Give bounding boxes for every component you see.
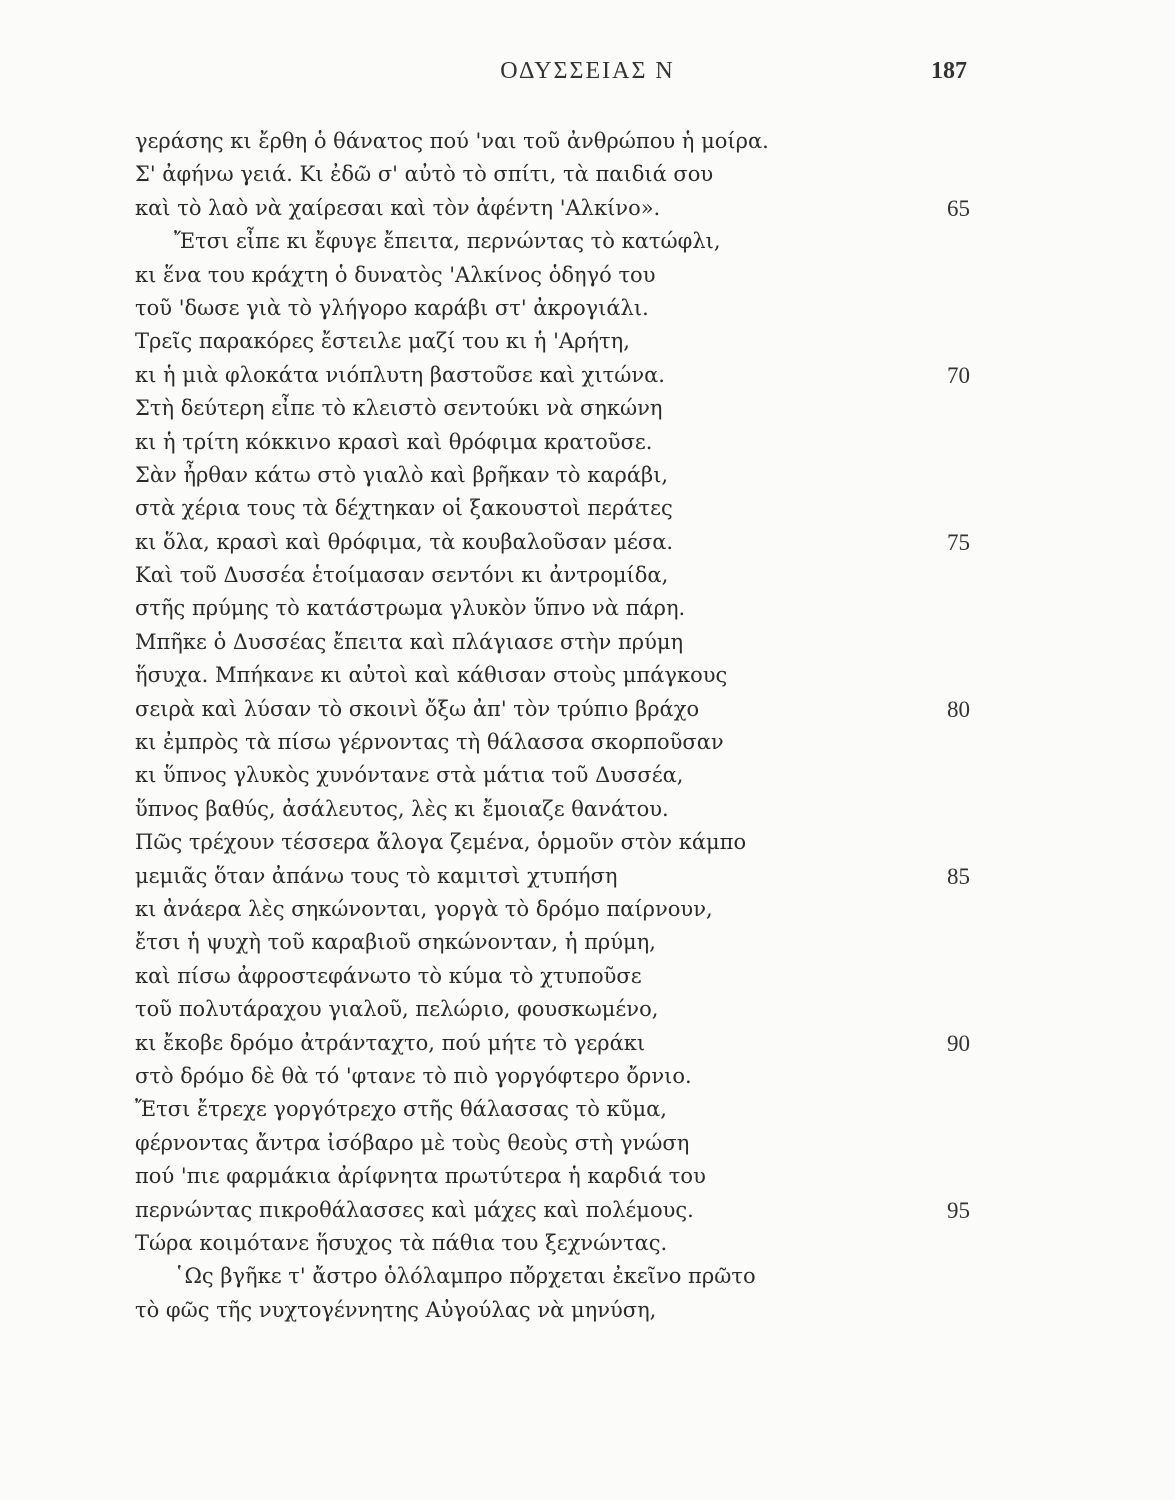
verse-line <box>0 426 1175 459</box>
verse-text: κι ἀνάερα λὲς σηκώνονται, γοργὰ τὸ δρόμο παίρνουν, <box>135 896 713 921</box>
verse-line <box>0 960 1175 993</box>
verse-line <box>0 192 1175 225</box>
page-number: 187 <box>931 58 967 84</box>
verse-line <box>0 259 1175 292</box>
verse-line <box>0 693 1175 726</box>
line-number: 95 <box>947 1197 970 1223</box>
verse-text: ἥσυχα. Μπήκανε κι αὐτοὶ καὶ κάθισαν στοὺς μπάγκους <box>135 663 728 688</box>
verse-line <box>0 759 1175 792</box>
verse-line <box>0 526 1175 559</box>
verse-text: τοῦ πολυτάραχου γιαλοῦ, πελώριο, φουσκωμένο, <box>135 997 659 1022</box>
verse-text: τὸ φῶς τῆς νυχτογέννητης Αὐγούλας νὰ μηνύση, <box>135 1297 657 1322</box>
verse-line <box>0 325 1175 358</box>
verse-text: Ἔτσι εἶπε κι ἔφυγε ἔπειτα, περνώντας τὸ κατώφλι, <box>174 229 721 254</box>
verse-text: κι ὅλα, κρασὶ καὶ θρόφιμα, τὰ κουβαλοῦσαν μέσα. <box>135 529 674 554</box>
verse-text: περνώντας πικροθάλασσες καὶ μάχες καὶ πολέμους. <box>135 1197 694 1222</box>
verse-line <box>0 392 1175 425</box>
verse-text: πού 'πιε φαρμάκια ἀρίφνητα πρωτύτερα ἡ καρδιά του <box>135 1164 706 1189</box>
line-number: 70 <box>947 362 970 388</box>
verse-line <box>0 1060 1175 1093</box>
verse-text: ῾Ως βγῆκε τ' ἄστρο ὁλόλαμπρο πὄρχεται ἐκεῖνο πρῶτο <box>174 1264 756 1289</box>
verse-line <box>0 1227 1175 1260</box>
verse-text: Τρεῖς παρακόρες ἔστειλε μαζί του κι ἡ 'Αρήτη, <box>135 329 630 354</box>
verse-text: καὶ τὸ λαὸ νὰ χαίρεσαι καὶ τὸν ἀφέντη 'Αλκίνο». <box>135 195 661 220</box>
verse-text: γεράσης κι ἔρθη ὁ θάνατος πού 'ναι τοῦ ἀνθρώπου ἡ μοίρα. <box>135 129 769 153</box>
verse-line <box>0 1294 1175 1327</box>
verse-line <box>0 726 1175 759</box>
verse-line <box>0 225 1175 258</box>
verse-line <box>0 1093 1175 1126</box>
verse-text: Σ' ἀφήνω γειά. Κι ἐδῶ σ' αὐτὸ τὸ σπίτι, τὰ παιδιά σου <box>135 162 714 187</box>
verse-line <box>0 559 1175 592</box>
verse-text: Στὴ δεύτερη εἶπε τὸ κλειστὸ σεντούκι νὰ σηκώνη <box>135 396 663 421</box>
running-head-title: ΟΔΥΣΣΕΙΑΣ Ν <box>500 58 675 84</box>
verse-line <box>0 359 1175 392</box>
verse-line <box>0 459 1175 492</box>
verse-text: τοῦ 'δωσε γιὰ τὸ γλήγορο καράβι στ' ἀκρογιάλι. <box>135 295 649 320</box>
verse-text: κι ἔκοβε δρόμο ἀτράνταχτο, πού μήτε τὸ γεράκι <box>135 1030 646 1055</box>
verse-text: Ἔτσι ἔτρεχε γοργότρεχο στῆς θάλασσας τὸ κῦμα, <box>135 1097 667 1122</box>
verse-text: καὶ πίσω ἀφροστεφάνωτο τὸ κύμα τὸ χτυποῦσε <box>135 963 642 988</box>
line-number: 75 <box>947 529 970 555</box>
verse-text: Τώρα κοιμότανε ἥσυχος τὰ πάθια του ξεχνώντας. <box>135 1230 668 1255</box>
verse-line <box>0 1027 1175 1060</box>
verse-line <box>0 125 1175 158</box>
verse-line <box>0 492 1175 525</box>
line-number: 90 <box>947 1030 970 1056</box>
verse-line <box>0 860 1175 893</box>
verse-text: Πῶς τρέχουν τέσσερα ἄλογα ζεμένα, ὁρμοῦν στὸν κάμπο <box>135 830 747 855</box>
verse-line <box>0 592 1175 625</box>
line-number: 80 <box>947 696 970 722</box>
verse-text: κι ἕνα του κράχτη ὁ δυνατὸς 'Αλκίνος ὁδηγό του <box>135 262 656 287</box>
verse-line <box>0 1127 1175 1160</box>
verse-line <box>0 1194 1175 1227</box>
verse-line <box>0 826 1175 859</box>
verse-line <box>0 993 1175 1026</box>
verse-line <box>0 659 1175 692</box>
verse-block <box>0 125 1175 1327</box>
verse-text: Μπῆκε ὁ Δυσσέας ἔπειτα καὶ πλάγιασε στὴν πρύμη <box>135 629 684 654</box>
verse-text: μεμιᾶς ὅταν ἀπάνω τους τὸ καμιτσὶ χτυπήση <box>135 863 618 888</box>
verse-text: στῆς πρύμης τὸ κατάστρωμα γλυκὸν ὕπνο νὰ πάρη. <box>135 596 686 621</box>
verse-text: κι ἡ τρίτη κόκκινο κρασὶ καὶ θρόφιμα κρατοῦσε. <box>135 429 653 454</box>
verse-line <box>0 1260 1175 1293</box>
verse-line <box>0 1160 1175 1193</box>
verse-text: κι ἐμπρὸς τὰ πίσω γέρνοντας τὴ θάλασσα σκορποῦσαν <box>135 730 724 755</box>
verse-text: κι ἡ μιὰ φλοκάτα νιόπλυτη βαστοῦσε καὶ χιτώνα. <box>135 362 665 387</box>
verse-text: ἔτσι ἡ ψυχὴ τοῦ καραβιοῦ σηκώνονταν, ἡ πρύμη, <box>135 930 656 955</box>
line-number: 65 <box>947 195 970 221</box>
verse-text: στὰ χέρια τους τὰ δέχτηκαν οἱ ξακουστοὶ περάτες <box>135 496 673 521</box>
verse-text: Καὶ τοῦ Δυσσέα ἑτοίμασαν σεντόνι κι ἀντρομίδα, <box>135 563 669 588</box>
verse-line <box>0 158 1175 191</box>
verse-text: σειρὰ καὶ λύσαν τὸ σκοινὶ ὄξω ἀπ' τὸν τρύπιο βράχο <box>135 696 700 721</box>
verse-line <box>0 793 1175 826</box>
verse-text: ὕπνος βαθύς, ἀσάλευτος, λὲς κι ἔμοιαζε θανάτου. <box>135 796 669 821</box>
verse-line <box>0 626 1175 659</box>
verse-text: κι ὕπνος γλυκὸς χυνόντανε στὰ μάτια τοῦ Δυσσέα, <box>135 763 684 788</box>
verse-text: στὸ δρόμο δὲ θὰ τό 'φτανε τὸ πιὸ γοργόφτερο ὄρνιο. <box>135 1063 692 1088</box>
verse-line <box>0 893 1175 926</box>
verse-line <box>0 292 1175 325</box>
verse-text: φέρνοντας ἄντρα ἰσόβαρο μὲ τοὺς θεοὺς στὴ γνώση <box>135 1130 690 1155</box>
verse-text: Σὰν ἦρθαν κάτω στὸ γιαλὸ καὶ βρῆκαν τὸ καράβι, <box>135 462 669 487</box>
line-number: 85 <box>947 863 970 889</box>
verse-line <box>0 926 1175 959</box>
